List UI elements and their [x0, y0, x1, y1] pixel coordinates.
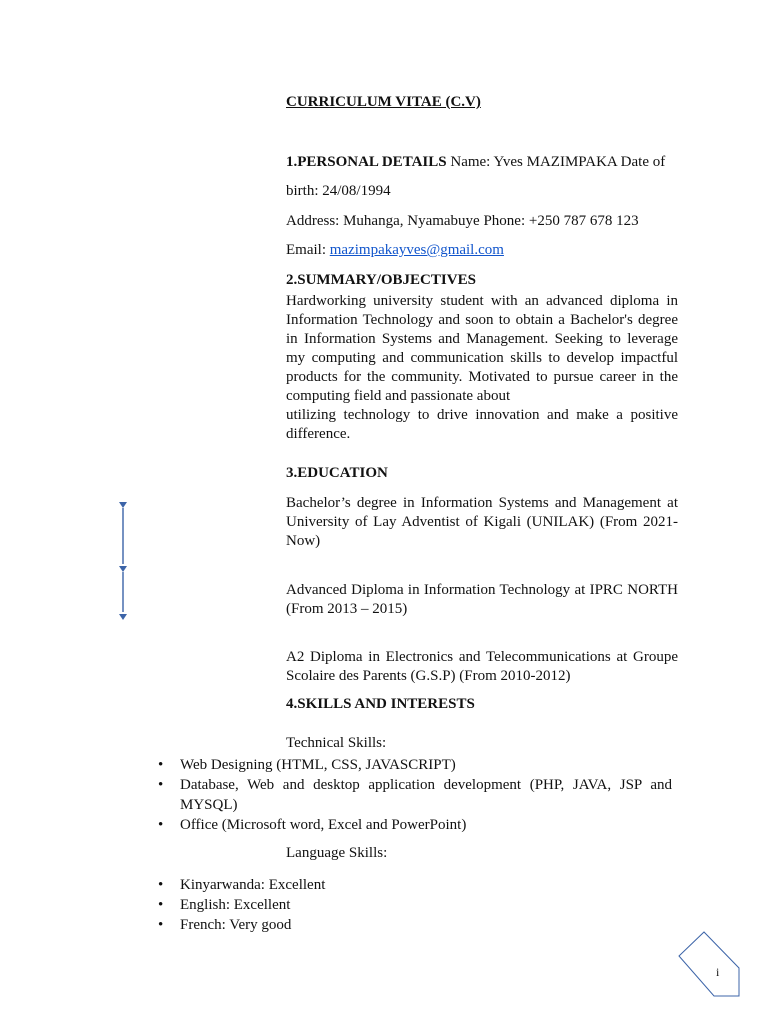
list-item: • Office (Microsoft word, Excel and PowerPoint) — [158, 815, 672, 835]
list-item: • Database, Web and desktop application development (PHP, JAVA, JSP and MYSQL) — [158, 775, 672, 815]
list-item: • French: Very good — [158, 915, 672, 935]
email-link[interactable]: mazimpakayves@gmail.com — [329, 242, 504, 258]
summary-text-1: Hardworking university student with an advanced diploma in Information Technology and soon to obtain a Bachelor's degree in Information Systems and Management. Seeking to leverage my computing and communication skills to develop impactful products for the community. Motivated to pursue career in the computing field and passionate about — [286, 293, 678, 404]
education-item: Advanced Diploma in Information Technology at IPRC NORTH (From 2013 – 2015) — [286, 582, 678, 617]
technical-skills-list — [158, 755, 672, 835]
summary-heading: 2.SUMMARY/OBJECTIVES — [286, 272, 476, 288]
list-item: • Web Designing (HTML, CSS, JAVASCRIPT) — [158, 755, 672, 775]
personal-details-heading: 1.PERSONAL DETAILS — [286, 154, 447, 170]
page-number-diamond — [676, 930, 742, 1000]
list-item: • Kinyarwanda: Excellent — [158, 875, 672, 895]
education-item: A2 Diploma in Electronics and Telecommunications at Groupe Scolaire des Parents (G.S.P) (From 2010-2012) — [286, 649, 678, 684]
skills-heading: 4.SKILLS AND INTERESTS — [286, 696, 475, 712]
personal-details-line — [286, 154, 665, 171]
personal-address-phone: Address: Muhanga, Nyamabuye Phone: +250 787 678 123 — [286, 213, 639, 229]
revision-marker-icon — [118, 498, 128, 622]
language-skills-label: Language Skills: — [286, 845, 388, 861]
summary-text-2: utilizing technology to drive innovation and make a positive difference. — [286, 407, 678, 442]
language-skills-list — [158, 875, 672, 935]
technical-skills-label: Technical Skills: — [286, 735, 387, 751]
education-heading: 3.EDUCATION — [286, 465, 388, 481]
personal-dob: birth: 24/08/1994 — [286, 183, 391, 199]
list-item: • English: Excellent — [158, 895, 672, 915]
email-label: Email: — [286, 242, 326, 258]
education-item: Bachelor’s degree in Information Systems and Management at University of Lay Adventist of Kigali (UNILAK) (From 2021- Now) — [286, 495, 678, 549]
personal-email-line — [286, 242, 504, 259]
cv-title: CURRICULUM VITAE (C.V) — [286, 94, 481, 110]
summary-paragraph — [286, 292, 678, 444]
page-number: i — [716, 965, 720, 979]
personal-name: Name: Yves MAZIMPAKA Date of — [450, 154, 666, 170]
